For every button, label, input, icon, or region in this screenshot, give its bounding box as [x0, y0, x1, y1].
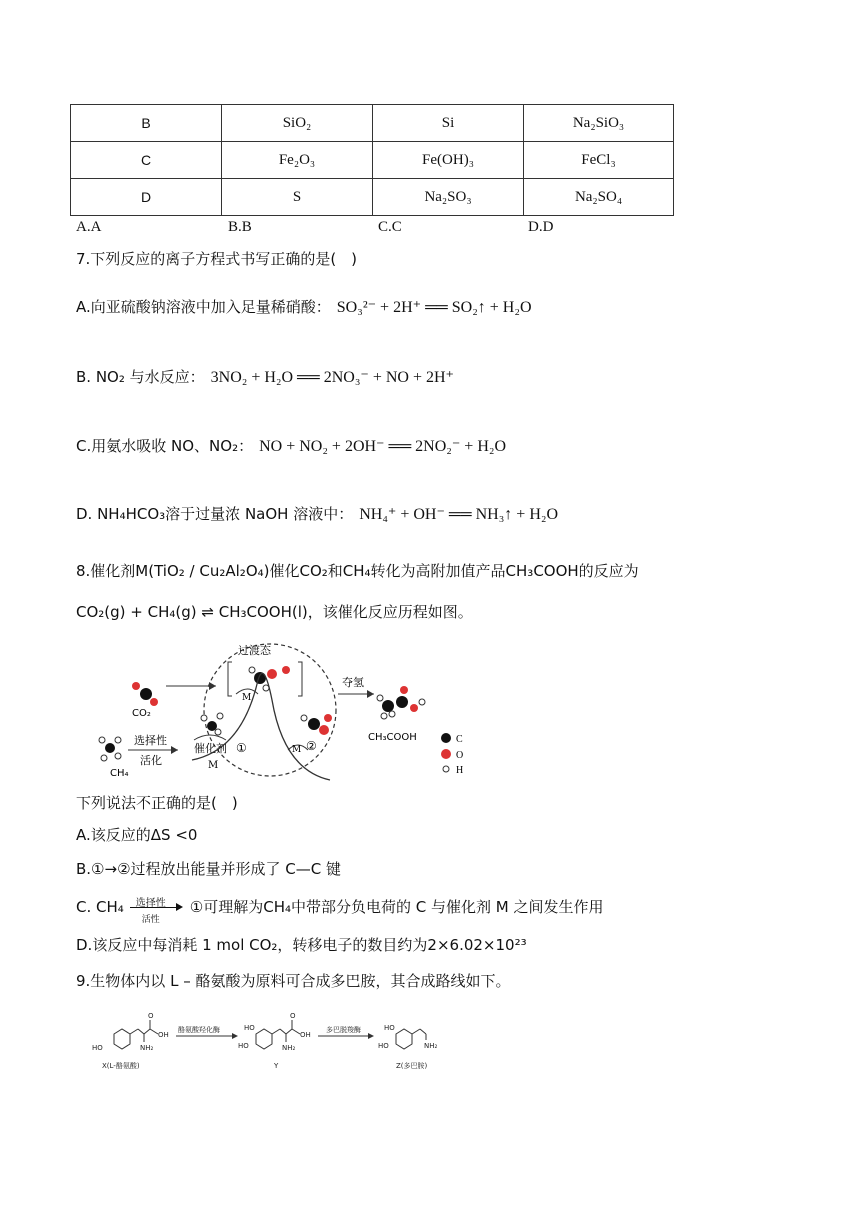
- cell-3: Na₂SO₄: [524, 179, 674, 216]
- acetic-acid-molecule-icon: [377, 686, 425, 719]
- legend-o: O: [456, 750, 464, 761]
- q8-option-d: D.该反应中每消耗 1 mol CO₂，转移电子的数目约为2×6.02×10²³: [76, 936, 527, 954]
- cell-1: Fe₂O₃: [222, 142, 373, 179]
- catalyst-m-label: M: [208, 760, 219, 771]
- q7-d-text: D. NH₄HCO₃溶于过量浓 NaOH 溶液中：: [76, 505, 354, 523]
- answer-b: B.B: [228, 219, 252, 235]
- cell-3: FeCl₃: [524, 142, 674, 179]
- z-nh2: NH₂: [424, 1042, 438, 1050]
- row-label: C: [71, 142, 222, 179]
- y-ho-top: HO: [244, 1024, 255, 1032]
- transition-state-label: 过渡态: [238, 644, 271, 657]
- y-oh: OH: [300, 1031, 311, 1039]
- x-nh2: NH₂: [140, 1044, 154, 1052]
- q7-option-c: [76, 435, 506, 458]
- answer-a: A.A: [76, 219, 102, 235]
- arrow-bottom-label: 活性: [141, 915, 160, 926]
- options-table: [70, 104, 674, 216]
- q8-c-pre: C. CH₄: [76, 898, 124, 916]
- legend-c: C: [456, 734, 463, 745]
- row-label: D: [71, 179, 222, 216]
- y-o: O: [290, 1012, 296, 1020]
- q7-option-d: [76, 503, 558, 526]
- cell-1: SiO₂: [222, 105, 373, 142]
- q7-c-equation: NO + NO₂ + 2OH⁻ ══ 2NO₂⁻ + H₂O: [259, 438, 507, 455]
- q7-a-equation: SO₃²⁻ + 2H⁺ ══ SO₂↑ + H₂O: [336, 299, 532, 316]
- catalyst-label: 催化剂: [194, 742, 227, 755]
- x-ho: HO: [92, 1044, 103, 1052]
- answer-d: D.D: [528, 219, 554, 235]
- synthesis-route-figure: [88, 1006, 452, 1076]
- z-label: Z(多巴胺): [396, 1062, 428, 1070]
- q7-option-a: [76, 296, 532, 319]
- q7-option-b: [76, 366, 454, 389]
- z-ho-top: HO: [384, 1024, 395, 1032]
- step2-label: ②: [306, 739, 317, 753]
- ts-m-label: M: [242, 693, 252, 703]
- co2-label: CO₂: [132, 708, 151, 719]
- step1-label: ①: [236, 741, 247, 755]
- x-o: O: [148, 1012, 154, 1020]
- legend-h: H: [456, 765, 464, 776]
- step2-m-label: M: [292, 745, 302, 755]
- cell-1: S: [222, 179, 373, 216]
- enzyme2-label: 多巴脱羧酶: [326, 1026, 361, 1034]
- table-row: [71, 105, 674, 142]
- q8-option-a: A.该反应的ΔS <0: [76, 826, 198, 844]
- q7-b-equation: 3NO₂ + H₂O ══ 2NO₃⁻ + NO + 2H⁺: [210, 369, 454, 386]
- table-row: [71, 179, 674, 216]
- cell-2: Fe(OH)₃: [373, 142, 524, 179]
- row-label: B: [71, 105, 222, 142]
- q7-d-equation: NH₄⁺ + OH⁻ ══ NH₃↑ + H₂O: [359, 506, 558, 523]
- q8-c-post: ①可理解为CH₄中带部分负电荷的 C 与催化剂 M 之间发生作用: [189, 898, 604, 916]
- ch4-label: CH₄: [110, 768, 129, 779]
- y-nh2: NH₂: [282, 1044, 296, 1052]
- activate-label: 活化: [140, 754, 162, 767]
- x-label: X(L-酪氨酸): [102, 1062, 140, 1070]
- selective-activity-arrow: [128, 897, 186, 926]
- q8-option-b: B.①→②过程放出能量并形成了 C—C 键: [76, 860, 342, 878]
- arrow-top-label: 选择性: [135, 898, 166, 910]
- reaction-mechanism-figure: [92, 640, 482, 782]
- select-label: 选择性: [134, 734, 167, 747]
- product-label: CH₃COOH: [368, 732, 417, 743]
- q7-b-text: B. NO₂ 与水反应：: [76, 368, 205, 386]
- z-ho: HO: [378, 1042, 389, 1050]
- cell-2: Si: [373, 105, 524, 142]
- q7-stem: 7.下列反应的离子方程式书写正确的是( ): [76, 250, 358, 268]
- table-row: [71, 142, 674, 179]
- q8-stem-line2: CO₂(g) + CH₄(g) ⇌ CH₃COOH(l)，该催化反应历程如图。: [76, 603, 473, 621]
- enzyme1-label: 酪氨酸羟化酶: [178, 1026, 220, 1034]
- dehydrogenation-label: 夺氢: [342, 676, 364, 689]
- x-oh: OH: [158, 1031, 169, 1039]
- q7-a-text: A.向亚硫酸钠溶液中加入足量稀硝酸：: [76, 298, 331, 316]
- ch4-molecule-icon: [99, 737, 121, 761]
- q9-stem: 9.生物体内以 L – 酪氨酸为原料可合成多巴胺，其合成路线如下。: [76, 972, 511, 990]
- cell-2: Na₂SO₃: [373, 179, 524, 216]
- y-label: Y: [274, 1062, 279, 1070]
- cell-3: Na₂SiO₃: [524, 105, 674, 142]
- q8-option-c: [76, 896, 604, 926]
- answer-c: C.C: [378, 219, 402, 235]
- q8-stem-line1: 8.催化剂M(TiO₂ / Cu₂Al₂O₄)催化CO₂和CH₄转化为高附加值产品CH₃COOH的反应为: [76, 562, 639, 580]
- q7-c-text: C.用氨水吸收 NO、NO₂：: [76, 437, 254, 455]
- q8-ask: 下列说法不正确的是( ): [76, 794, 238, 812]
- y-ho: HO: [238, 1042, 249, 1050]
- co2-molecule-icon: [132, 682, 158, 706]
